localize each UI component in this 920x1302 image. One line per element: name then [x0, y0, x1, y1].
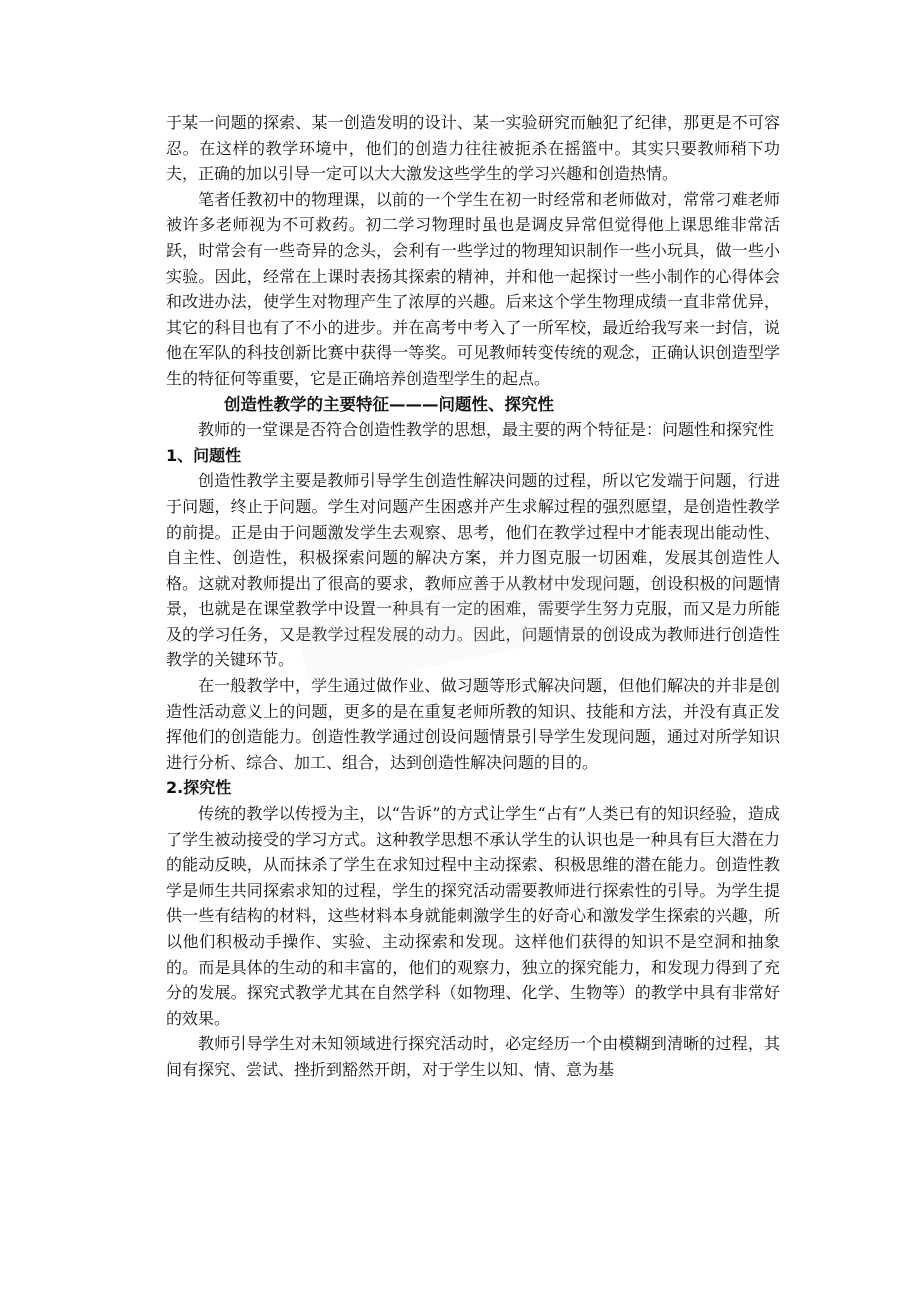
body-paragraph: 教师引导学生对未知领域进行探究活动时，必定经历一个由模糊到清晰的过程，其间有探究、尝试、挫折到豁然开朗，对于学生以知、情、意为基 — [166, 1034, 780, 1079]
body-paragraph: 创造性教学主要是教师引导学生创造性解决问题的过程，所以它发端于问题，行进于问题，终止于问题。学生对问题产生困惑并产生求解过程的强烈愿望，是创造性教学的前提。正是由于问题激发学生去观察、思考，他们在教学过程中才能表现出能动性、自主性、创造性，积极探索问题的解决方案，并力图克服一切困难，发展其创造性人格。这就对教师提出了很高的要求，教师应善于从教材中发现问题，创设积极的问题情景，也就是在课堂教学中设置一种具有一定的困难，需要学生努力克服，而又是力所能及的学习任务，又是教学过程发展的动力。因此，问题情景的创设成为教师进行创造性教学的关键环节。 — [166, 471, 780, 670]
intro-paragraph: 教师的一堂课是否符合创造性教学的思想，最主要的两个特征是：问题性和探究性 — [198, 420, 775, 440]
body-paragraph: 于某一问题的探索、某一创造发明的设计、某一实验研究而触犯了纪律，那更是不可容忍。在这样的教学环境中，他们的创造力往往被扼杀在摇篮中。其实只要教师稍下功夫，正确的加以引导一定可以大大激发这些学生的学习兴趣和创造热情。 — [166, 113, 780, 184]
body-paragraph: 笔者任教初中的物理课，以前的一个学生在初一时经常和老师做对，常常刁难老师被许多老师视为不可救药。初二学习物理时虽也是调皮异常但觉得他上课思维非常活跃，时常会有一些奇异的念头，会利有一些学过的物理知识制作一些小玩具，做一些小实验。因此，经常在上课时表扬其探索的精神，并和他一起探讨一些小制作的心得体会和改进办法，使学生对物理产生了浓厚的兴趣。后来这个学生物理成绩一直非常优异，其它的科目也有了不小的进步。并在高考中考入了一所军校，最近给我写来一封信，说他在军队的科技创新比赛中获得一等奖。可见教师转变传统的观念，正确认识创造型学生的特征何等重要，它是正确培养创造型学生的起点。 — [166, 189, 780, 388]
body-paragraph: 传统的教学以传授为主，以“告诉”的方式让学生“占有”人类已有的知识经验，造成了学生被动接受的学习方式。这种教学思想不承认学生的认识也是一种具有巨大潜在力的能动反映，从而抹杀了学生在求知过程中主动探索、积极思维的潜在能力。创造性教学是师生共同探索求知的过程，学生的探究活动需要教师进行探索性的引导。为学生提供一些有结构的材料，这些材料本身就能刺激学生的好奇心和激发学生探索的兴趣，所以他们积极动手操作、实验、主动探索和发现。这样他们获得的知识不是空洞和抽象的。而是具体的生动的和丰富的，他们的观察力，独立的探究能力，和发现力得到了充分的发展。探究式教学尤其在自然学科（如物理、化学、生物等）的教学中具有非常好的效果。 — [166, 804, 780, 1028]
document-page — [166, 110, 780, 1083]
heading-problem: 1、问题性 — [166, 445, 242, 465]
heading-inquiry: 2.探究性 — [166, 778, 232, 798]
body-paragraph: 在一般教学中，学生通过做作业、做习题等形式解决问题，但他们解决的并非是创造性活动意义上的问题，更多的是在重复老师所教的知识、技能和方法，并没有真正发挥他们的创造能力。创造性教学通过创设问题情景引导学生发现问题，通过对所学知识进行分析、综合、加工、组合，达到创造性解决问题的目的。 — [166, 676, 780, 772]
section-title: 创造性教学的主要特征———问题性、探究性 — [224, 394, 554, 414]
